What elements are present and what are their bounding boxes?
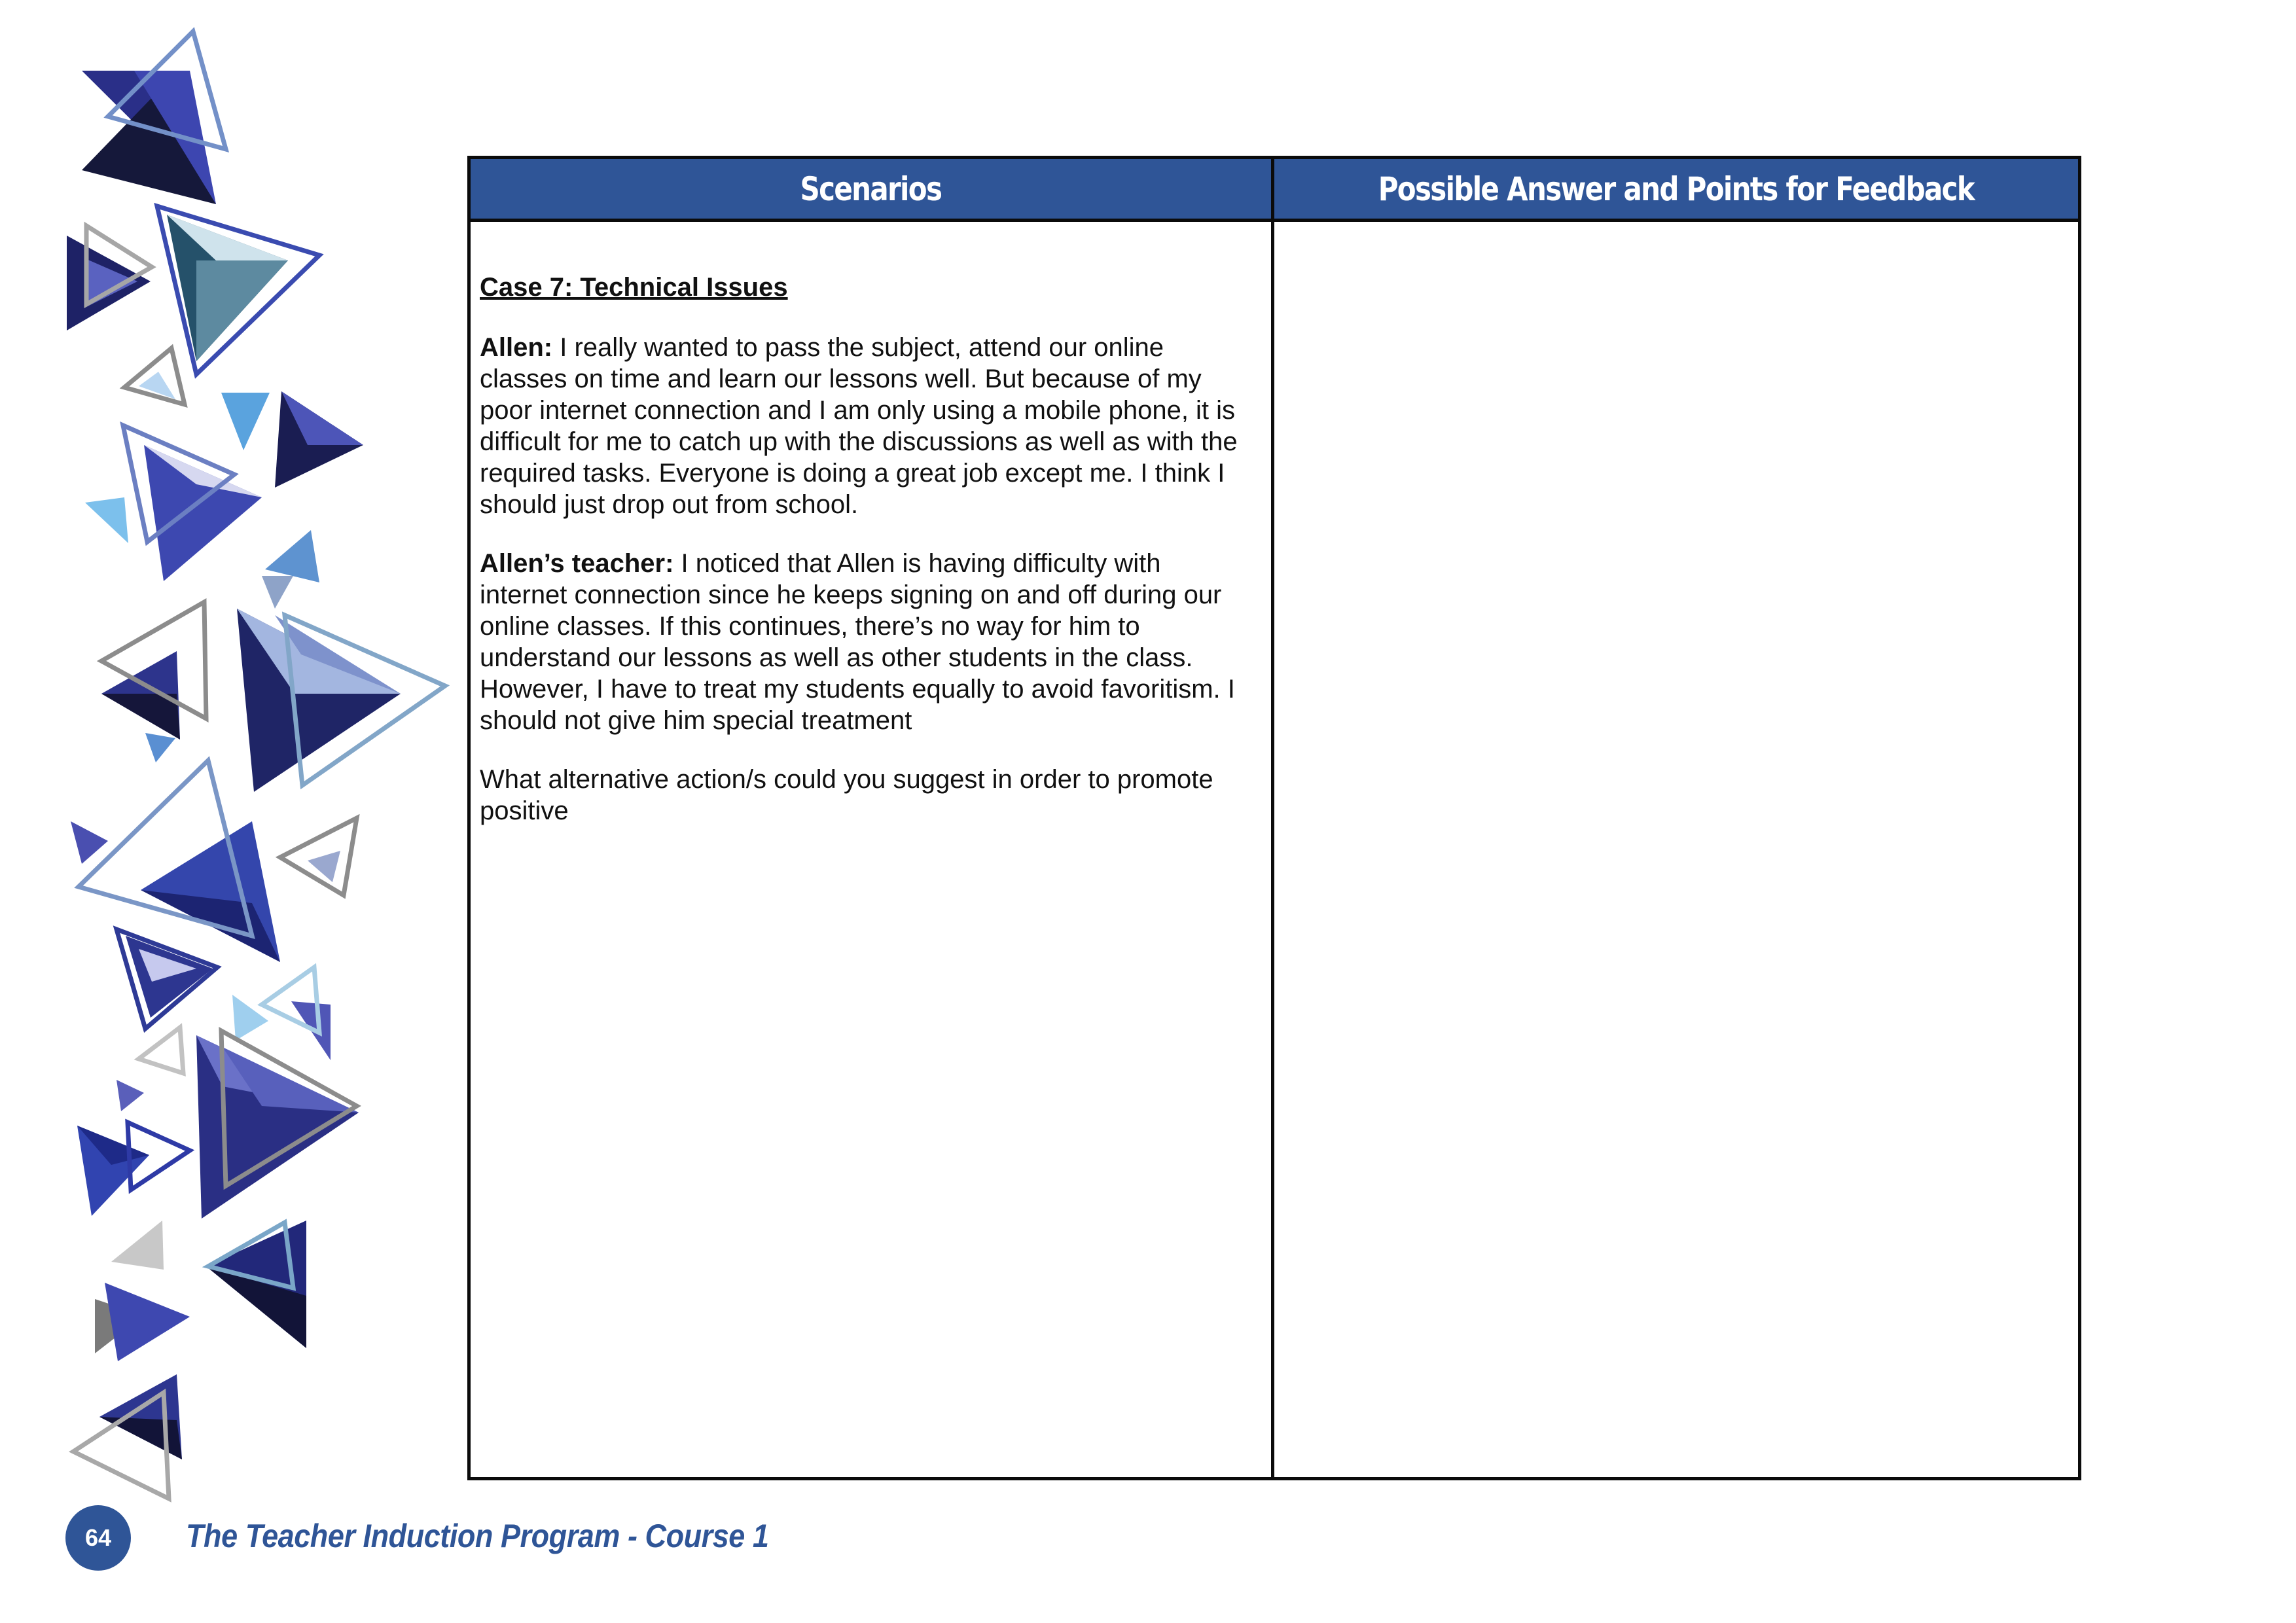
feedback-cell xyxy=(1274,222,2078,1477)
triangle-shape xyxy=(221,393,270,450)
scenario-cell xyxy=(471,222,1274,1477)
page-number: 64 xyxy=(84,1524,112,1551)
decorative-triangles xyxy=(0,0,471,1525)
triangle-shape xyxy=(101,694,180,740)
page-number-badge xyxy=(65,1505,131,1571)
triangle-shape xyxy=(77,1126,149,1216)
header-scenarios-label: Scenarios xyxy=(800,169,942,208)
triangle-shape xyxy=(145,733,175,762)
header-feedback-label: Possible Answer and Points for Feedback xyxy=(1378,169,1975,208)
scenario-table xyxy=(467,156,2081,1480)
triangle-shape xyxy=(144,445,262,581)
triangle-shape xyxy=(99,1417,182,1459)
teacher-text: I noticed that Allen is having difficulty with internet connection since he keeps signing on and off during our online classes. If this continues, there’s no way for him to understand our lessons as well as other students in the class. However, I have to treat my students equally to avoid favoritism. I should not give him special treatment xyxy=(480,549,1235,735)
header-scenarios xyxy=(471,159,1274,222)
triangle-shape xyxy=(85,497,128,543)
triangle-shape xyxy=(71,821,108,864)
triangle-shape xyxy=(111,1221,164,1270)
allen-speaker: Allen: xyxy=(480,333,553,362)
triangle-shape xyxy=(262,576,293,609)
header-feedback xyxy=(1274,159,2078,222)
triangle-shape xyxy=(196,260,288,361)
case-title: Case 7: Technical Issues xyxy=(480,273,788,302)
allen-statement xyxy=(480,332,1240,520)
footer-title: The Teacher Induction Program - Course 1 xyxy=(186,1518,769,1554)
triangle-shape xyxy=(265,530,319,582)
triangle-outline xyxy=(139,1027,183,1073)
triangle-outline xyxy=(280,818,357,895)
question-text: What alternative action/s could you suggest in order to promote positive xyxy=(480,765,1213,825)
triangle-shape xyxy=(117,1080,144,1111)
allen-text: I really wanted to pass the subject, attend our online classes on time and learn our lessons well. But because of my poor internet connection and I am only using a mobile phone, it is difficult for me to catch up with the discussions as well as with the required tasks. Everyone is doing a great job except me. I think I should just drop out from school. xyxy=(480,333,1238,519)
teacher-statement xyxy=(480,548,1240,736)
teacher-speaker: Allen’s teacher: xyxy=(480,549,674,578)
triangle-shape xyxy=(105,1283,190,1361)
